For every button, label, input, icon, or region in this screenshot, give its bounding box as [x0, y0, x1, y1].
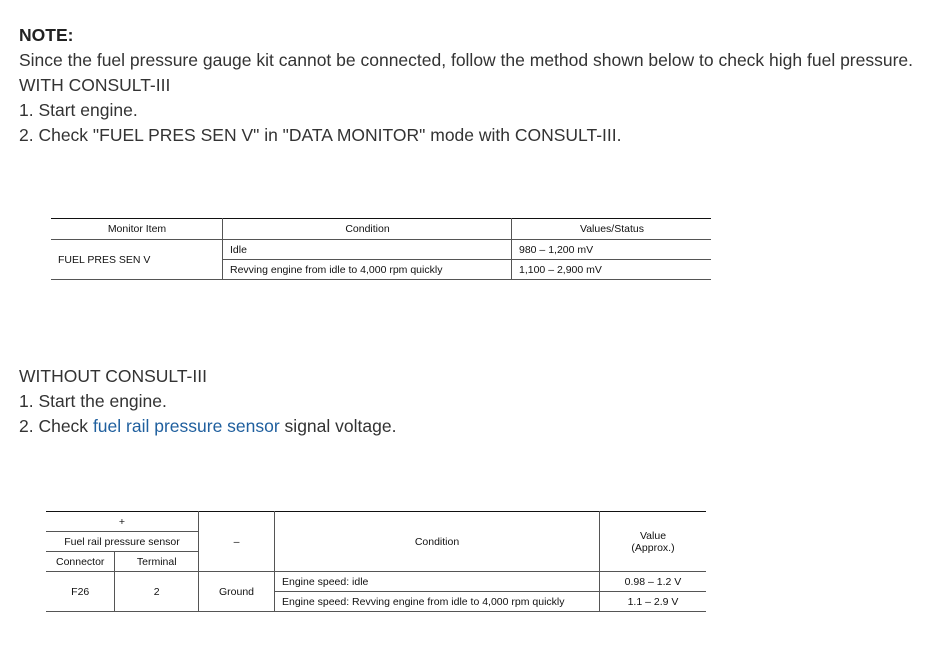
value-header [600, 512, 707, 572]
monitor-table [51, 218, 711, 280]
note-title: NOTE: [19, 25, 74, 45]
minus-header: – [199, 512, 275, 572]
value-header-line-1: Value [639, 529, 667, 542]
condition-cell: Revving engine from idle to 4,000 rpm quickly [223, 260, 512, 280]
with-consult-heading: WITH CONSULT-III [19, 75, 171, 95]
connector-cell: F26 [46, 572, 115, 612]
value-cell: 0.98 – 1.2 V [600, 572, 707, 592]
ground-cell: Ground [199, 572, 275, 612]
condition-cell: Engine speed: idle [275, 572, 600, 592]
plus-header: + [46, 512, 199, 532]
table-row [46, 572, 706, 592]
with-step-2: 2. Check "FUEL PRES SEN V" in "DATA MONITOR" mode with CONSULT-III. [19, 125, 622, 145]
header-monitor-item: Monitor Item [51, 219, 223, 240]
step-2-suffix: signal voltage. [279, 416, 397, 436]
monitor-item-cell: FUEL PRES SEN V [51, 240, 223, 280]
condition-cell: Engine speed: Revving engine from idle to 4,000 rpm quickly [275, 592, 600, 612]
header-values-status: Values/Status [512, 219, 712, 240]
value-cell: 1.1 – 2.9 V [600, 592, 707, 612]
value-cell: 980 – 1,200 mV [512, 240, 712, 260]
fuel-rail-pressure-sensor-link[interactable]: fuel rail pressure sensor [92, 416, 280, 436]
note-body: Since the fuel pressure gauge kit cannot be connected, follow the method shown below to check high fuel pressure. [19, 50, 914, 70]
without-consult-heading: WITHOUT CONSULT-III [19, 366, 207, 386]
without-step-1: 1. Start the engine. [19, 391, 167, 411]
table-row [51, 240, 711, 260]
value-header-line-2: (Approx.) [631, 541, 675, 554]
value-cell: 1,100 – 2,900 mV [512, 260, 712, 280]
terminal-header: Terminal [115, 552, 199, 572]
terminal-cell: 2 [115, 572, 199, 612]
monitor-table-header [51, 219, 711, 240]
with-step-1: 1. Start engine. [19, 100, 138, 120]
connector-header: Connector [46, 552, 115, 572]
voltage-table [46, 511, 706, 612]
without-step-2 [19, 415, 396, 437]
sensor-header: Fuel rail pressure sensor [46, 532, 199, 552]
condition-cell: Idle [223, 240, 512, 260]
table-row [46, 512, 706, 532]
step-2-prefix: 2. Check [19, 416, 93, 436]
condition-header: Condition [275, 512, 600, 572]
header-condition: Condition [223, 219, 512, 240]
